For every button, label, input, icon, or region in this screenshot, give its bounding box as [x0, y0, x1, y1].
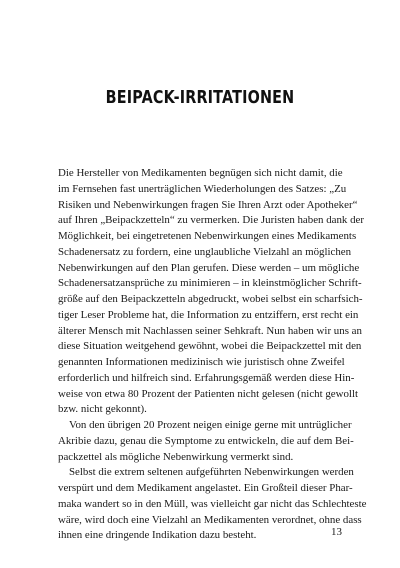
paragraph	[58, 166, 365, 418]
text-line: weise von etwa 80 Prozent der Patienten nicht gelesen (nicht gewollt	[58, 387, 359, 400]
text-line: ihnen eine dringende Indikation dazu besteht.	[58, 529, 257, 542]
page-number: 13	[331, 526, 342, 538]
text-line: packzettel als mögliche Nebenwirkung vermerkt sind.	[58, 450, 294, 463]
body-text	[58, 166, 367, 544]
text-line: wäre, wird doch eine Vielzahl an Medikamenten verordnet, ohne dass	[58, 513, 362, 526]
text-line: maka wandert so in den Müll, was vielleicht gar nicht das Schlechteste	[58, 497, 367, 510]
text-line: bzw. nicht gekonnt).	[58, 403, 147, 416]
text-line: Akribie dazu, genau die Symptome zu entwickeln, die auf dem Bei-	[58, 434, 354, 447]
text-line: Schadenersatz zu fordern, eine unglaubliche Vielzahl an möglichen	[58, 245, 352, 258]
text-line: Schadenersatzansprüche zu minimieren – in kleinstmöglicher Schrift-	[58, 277, 362, 290]
text-line: genannten Informationen medizinisch wie juristisch ohne Zweifel	[58, 356, 345, 368]
paragraph	[58, 418, 354, 465]
text-line: diese Situation weitgehend gewöhnt, wobei die Beipackzettel mit den	[58, 340, 362, 353]
text-line: Die Hersteller von Medikamenten begnügen sich nicht damit, die	[58, 167, 343, 179]
text-line: Möglichkeit, bei eingetretenen Nebenwirkungen eines Medikaments	[58, 230, 357, 242]
text-line: im Fernsehen fast unerträglichen Wiederholungen des Satzes: „Zu	[58, 182, 347, 195]
text-line: erforderlich und hilfreich sind. Erfahrungsgemäß werden diese Hin-	[58, 371, 355, 384]
text-line: größe auf den Beipackzetteln abgedruckt, wobei selbst ein scharfsich-	[58, 293, 363, 305]
text-line: älterer Mensch mit Nachlassen seiner Sehkraft. Nun haben wir uns an	[58, 324, 362, 337]
paragraph	[58, 465, 367, 544]
text-line: Nebenwirkungen auf den Plan gerufen. Diese werden – um mögliche	[58, 261, 360, 274]
text-line: Von den übrigen 20 Prozent neigen einige gerne mit untrüglicher	[69, 419, 352, 431]
chapter-title: BEIPACK-IRRITATIONEN	[105, 88, 295, 108]
text-line: auf Ihren „Beipackzetteln“ zu vermerken. Die Juristen haben dank der	[58, 214, 365, 227]
text-line: Risiken und Nebenwirkungen fragen Sie Ihren Arzt oder Apotheker“	[58, 198, 358, 211]
text-line: Selbst die extrem seltenen aufgeführten Nebenwirkungen werden	[69, 466, 354, 479]
text-line: verspürt und dem Medikament angelastet. Ein Großteil dieser Phar-	[58, 482, 353, 494]
text-line: tiger Leser Probleme hat, die Information zu entziffern, erst recht ein	[58, 308, 359, 321]
